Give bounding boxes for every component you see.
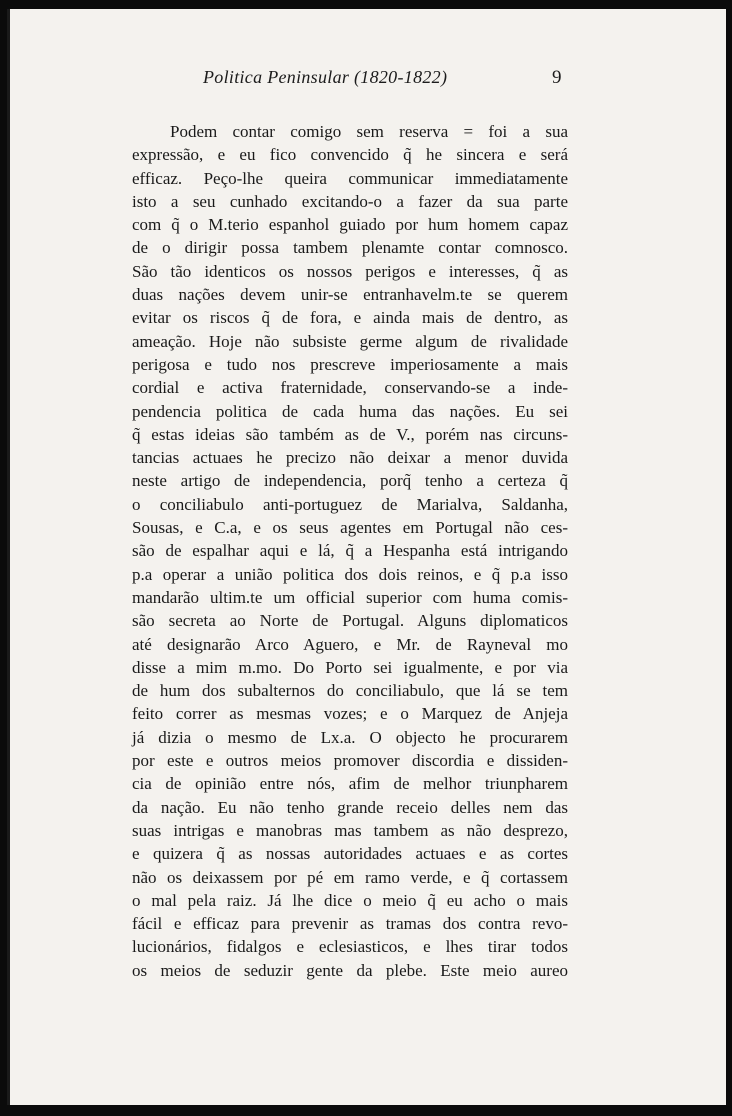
text-line: o mal pela raiz. Já lhe dice o meio q̃ eu acho o mais	[132, 890, 568, 910]
page-header	[10, 67, 726, 97]
text-line: de o dirigir possa tambem plenamte contar comnosco.	[132, 238, 568, 258]
text-line: mandarão ultim.te um official superior com huma comis-	[132, 587, 568, 607]
text-line: suas intrigas e manobras mas tambem as não desprezo,	[132, 820, 568, 840]
text-line: isto a seu cunhado excitando-o a fazer da sua parte	[132, 191, 568, 211]
text-line: São tão identicos os nossos perigos e interesses, q̃ as	[132, 261, 568, 281]
text-line: cia de opinião entre nós, afim de melhor triunpharem	[132, 774, 568, 794]
text-line: feito correr as mesmas vozes; e o Marquez de Anjeja	[132, 704, 568, 724]
text-line: já dizia o mesmo de Lx.a. O objecto he procurarem	[132, 727, 568, 747]
text-line: duas nações devem unir-se entranhavelm.te se querem	[132, 285, 568, 305]
text-line: disse a mim m.mo. Do Porto sei igualmente, e por via	[132, 657, 568, 677]
body-text	[132, 120, 568, 982]
text-line: Podem contar comigo sem reserva = foi a sua	[170, 122, 568, 141]
running-title: Politica Peninsular (1820-1822)	[203, 67, 448, 87]
text-line: fácil e efficaz para prevenir as tramas dos contra revo-	[132, 914, 568, 934]
text-line: tancias actuaes he precizo não deixar a menor duvida	[132, 448, 568, 468]
page-number: 9	[552, 67, 562, 88]
text-line: de hum dos subalternos do conciliabulo, que lá se tem	[132, 681, 568, 701]
text-line: lucionários, fidalgos e eclesiasticos, e lhes tirar todos	[132, 937, 568, 957]
text-line: não os deixassem por pé em ramo verde, e q̃ cortassem	[132, 867, 568, 887]
text-line: são de espalhar aqui e lá, q̃ a Hespanha está intrigando	[132, 541, 568, 561]
book-page	[7, 9, 726, 1105]
text-line: e quizera q̃ as nossas autoridades actuaes e as cortes	[132, 844, 568, 864]
text-line: efficaz. Peço-lhe queira communicar immediatamente	[132, 168, 568, 188]
text-line: os meios de seduzir gente da plebe. Este meio aureo	[132, 960, 568, 980]
text-line: são secreta ao Norte de Portugal. Alguns diplomaticos	[132, 611, 568, 631]
text-line: neste artigo de independencia, porq̃ tenho a certeza q̃	[132, 471, 568, 491]
text-line: com q̃ o M.terio espanhol guiado por hum homem capaz	[132, 215, 568, 235]
text-line: ameação. Hoje não subsiste germe algum de rivalidade	[132, 331, 568, 351]
text-line: da nação. Eu não tenho grande receio delles nem das	[132, 797, 568, 817]
text-line: até designarão Arco Aguero, e Mr. de Rayneval mo	[132, 634, 568, 654]
text-line: perigosa e tudo nos prescreve imperiosamente a mais	[132, 354, 568, 374]
text-line: por este e outros meios promover discordia e dissiden-	[132, 751, 568, 771]
text-line: Sousas, e C.a, e os seus agentes em Portugal não ces-	[132, 518, 568, 538]
text-line: cordial e activa fraternidade, conservando-se a inde-	[132, 378, 568, 398]
text-line: evitar os riscos q̃ de fora, e ainda mais de dentro, as	[132, 308, 568, 328]
text-line: expressão, e eu fico convencido q̃ he sincera e será	[132, 145, 568, 165]
text-line: pendencia politica de cada huma das nações. Eu sei	[132, 401, 568, 421]
text-line: q̃ estas ideias são também as de V., porém nas circuns-	[132, 424, 568, 444]
text-line: p.a operar a união politica dos dois reinos, e q̃ p.a isso	[132, 564, 568, 584]
text-line: o conciliabulo anti-portuguez de Marialva, Saldanha,	[132, 494, 568, 514]
